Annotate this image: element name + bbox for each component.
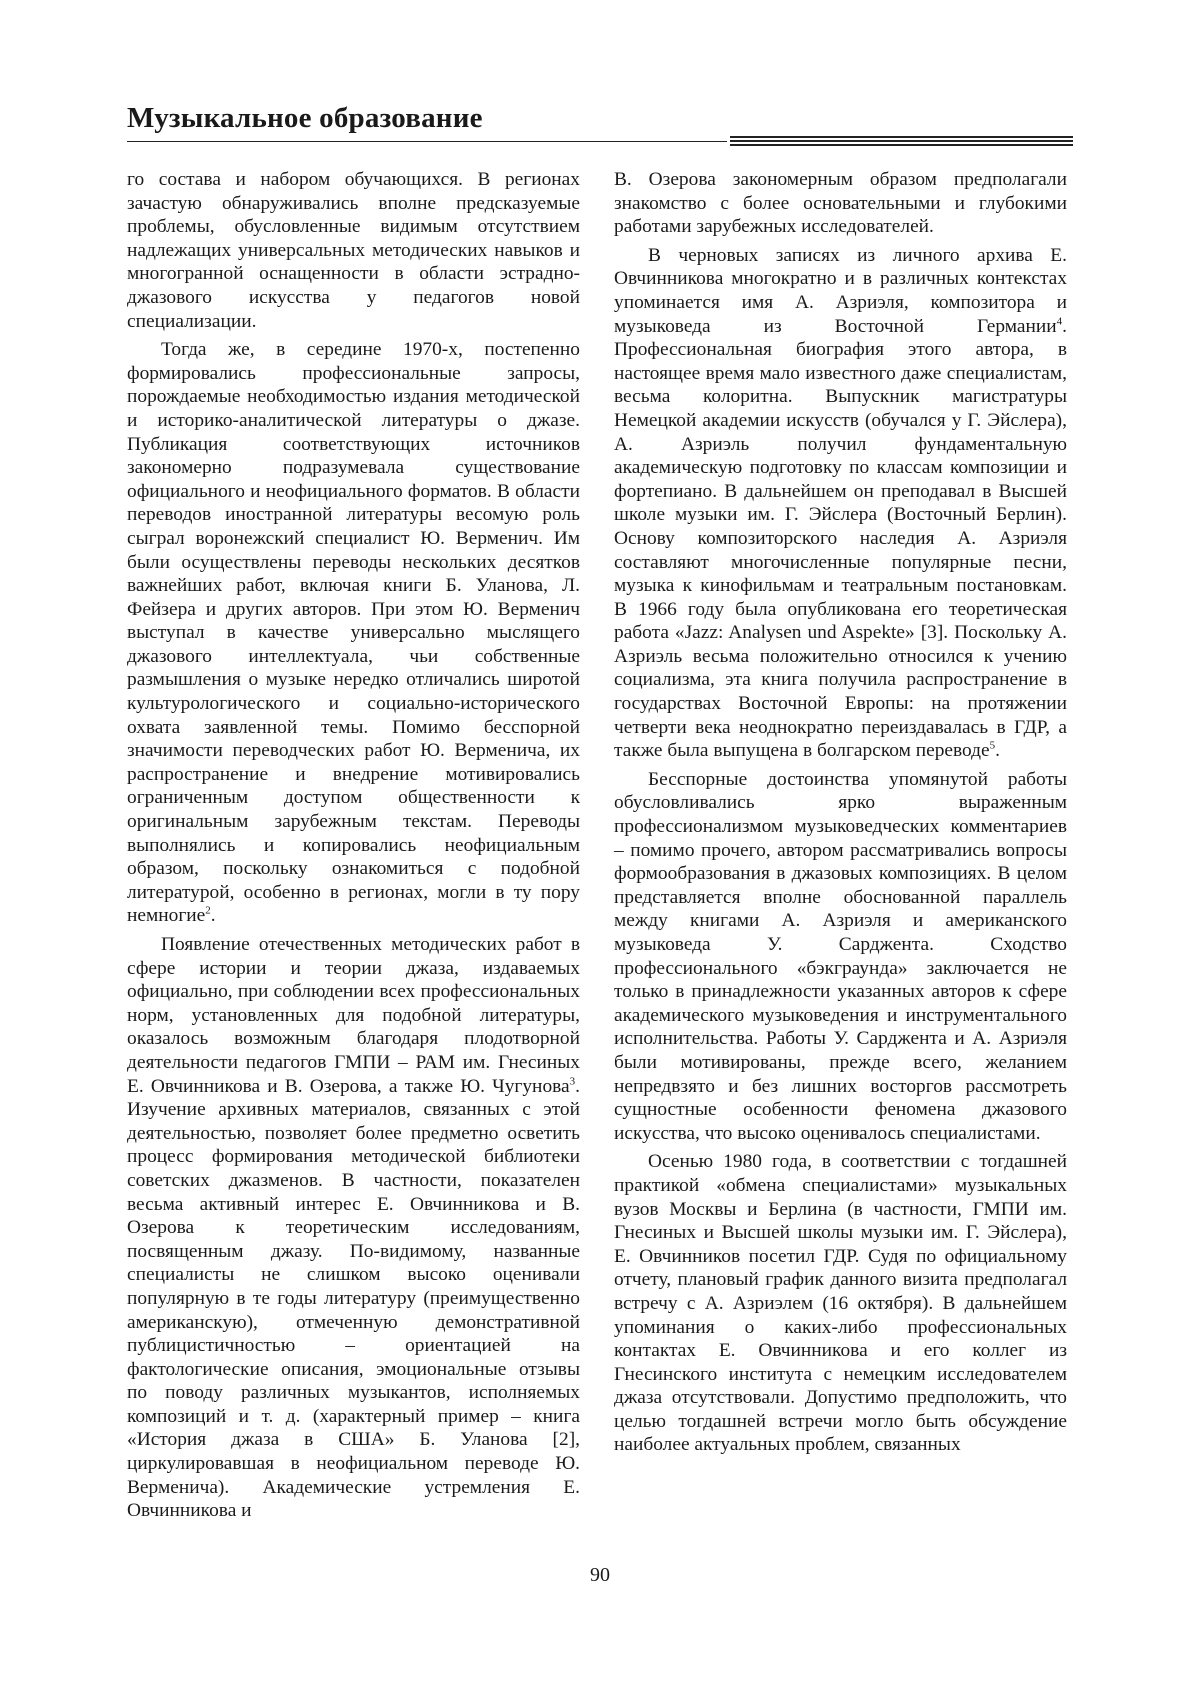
paragraph: В. Озерова закономерным образом предполагали знакомство с более основательными и глубокими работами зарубежных исследователей. <box>614 169 1067 238</box>
footnote-ref[interactable]: 5 <box>989 739 996 752</box>
footnote-ref[interactable]: 4 <box>1056 315 1063 328</box>
section-title: Музыкальное образование <box>127 102 483 134</box>
paragraph: Появление отечественных методических работ в сфере истории и теории джаза, издаваемых официально, при соблюдении всех профессиональных норм, установленных для подобной литературы, оказалось возможным благодаря плодотворной деятельности педагогов ГМПИ – РАМ им. Гнесиных Е. Овчинникова и В. Озерова, а также Ю. Чугунова$^3$. Изучение архивных материалов, связанных с этой деятельностью, позволяет более предметно осветить процесс формирования методической библиотеки советских джазменов. В частности, показателен весьма активный интерес Е. Овчинникова и В. Озерова к теоретическим исследованиям, посвященным джазу. По-видимому, названные специалисты не слишком высоко оценивали популярную в те годы литературу (преимущественно американскую), отмеченную демонстративной публицистичностью – ориентацией на фактологические описания, эмоциональные отзывы по поводу различных музыкантов, исполняемых композиций и т. д. (характерный пример – книга «История джаза в США» Б. Уланова [2], циркулировавшая в неофициальном переводе Ю. Верменича). Академические устремления Е. Овчинникова и <box>127 934 580 1522</box>
left-column <box>127 168 580 1528</box>
page-header <box>127 96 1073 148</box>
paragraph: Бесспорные достоинства упомянутой работы обусловливались ярко выраженным профессионализмом музыковедческих комментариев – помимо прочего, автором рассматривались вопросы формообразования в джазовых композициях. В целом представляется вполне обоснованной параллель между книгами А. Азриэля и американского музыковеда У. Сарджента. Сходство профессионального «бэкграунда» заключается не только в принадлежности указанных авторов к сфере академического музыковедения и инструментального исполнительства. Работы У. Сарджента и А. Азриэля были мотивированы, прежде всего, желанием непредвзято и без лишних восторгов рассмотреть сущностные особенности феномена джазового искусства, что высоко оценивалось специалистами. <box>614 768 1067 1144</box>
paragraph: Осенью 1980 года, в соответствии с тогдашней практикой «обмена специалистами» музыкальных вузов Москвы и Берлина (в частности, ГМПИ им. Гнесиных и Высшей школы музыки им. Г. Эйслера), Е. Овчинников посетил ГДР. Судя по официальному отчету, плановый график данного визита предполагал встречу с А. Азриэлем (16 октября). В дальнейшем упоминания о каких-либо профессиональных контактах Е. Овчинникова и его коллег из Гнесинского института с немецким исследователем джаза отсутствовали. Допустимо предположить, что целью тогдашней встречи могло быть обсуждение наиболее актуальных проблем, связанных <box>614 1151 1067 1456</box>
right-column <box>614 168 1067 1462</box>
paragraph: В черновых записях из личного архива Е. Овчинникова многократно и в различных контекстах упоминается имя А. Азриэля, композитора и музыковеда из Восточной Германии$^4$. Профессиональная биография этого автора, в настоящее время мало известного даже специалистам, весьма колоритна. Выпускник магистратуры Немецкой академии искусств (обучался у Г. Эйслера), А. Азриэль получил фундаментальную академическую подготовку по классам композиции и фортепиано. В дальнейшем он преподавал в Высшей школе музыки им. Г. Эйслера (Восточный Берлин). Основу композиторского наследия А. Азриэля составляют многочисленные популярные песни, музыка к кинофильмам и театральным постановкам. В 1966 году была опубликована его теоретическая работа «Jazz: Analysen und Aspekte» [3]. Поскольку А. Азриэль весьма положительно относился к учению социализма, эта книга получила распространение в государствах Восточной Европы: на протяжении четверти века неоднократно переиздавалась в ГДР, а также была выпущена в болгарском переводе$^5$. <box>614 244 1067 762</box>
footnote-ref[interactable]: 2 <box>205 904 211 917</box>
page-number: 90 <box>590 1564 610 1586</box>
header-rule-triple <box>730 136 1073 148</box>
header-rule-thin <box>127 141 727 142</box>
paragraph: го состава и набором обучающихся. В регионах зачастую обнаруживались вполне предсказуемые проблемы, обусловленные видимым отсутствием надлежащих универсальных методических навыков и многогранной оснащенности в области эстрадно-джазового искусства у педагогов новой специализации. <box>127 169 580 332</box>
paragraph: Тогда же, в середине 1970-х, постепенно формировались профессиональные запросы, порождаемые необходимостью издания методической и историко-аналитической литературы о джазе. Публикация соответствующих источников закономерно подразумевала существование официального и неофициального форматов. В области переводов иностранной литературы весомую роль сыграл воронежский специалист Ю. Верменич. Им были осуществлены переводы нескольких десятков важнейших работ, включая книги Б. Уланова, Л. Фейзера и других авторов. При этом Ю. Верменич выступал в качестве универсально мыслящего джазового интеллектуала, чьи собственные размышления о музыке нередко отличались широтой культурологического и социально-исторического охвата заявленной темы. Помимо бесспорной значимости переводческих работ Ю. Верменича, их распространение и внедрение мотивировались ограниченным доступом общественности к оригинальным зарубежным текстам. Переводы выполнялись и копировались неофициальным образом, поскольку ознакомиться с подобной литературой, особенно в регионах, могли в ту пору немногие$^2$. <box>127 339 580 927</box>
footnote-ref[interactable]: 3 <box>569 1075 576 1088</box>
